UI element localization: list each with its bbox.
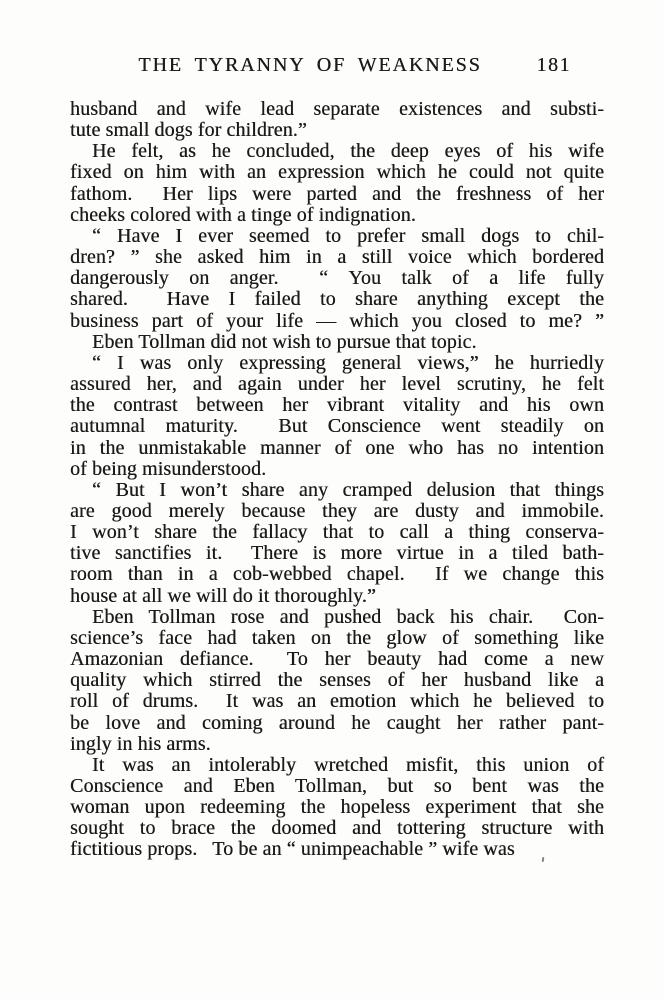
text-line: assured her, and again under her level scrutiny, he felt xyxy=(70,373,604,396)
paragraph xyxy=(70,480,604,607)
text-line: It was an intolerably wretched misfit, this union of xyxy=(92,753,604,776)
text-line: “ But I won’t share any cramped delusion that things xyxy=(92,478,604,501)
paragraph xyxy=(70,607,604,755)
text-block xyxy=(70,99,604,861)
page-title: THE TYRANNY OF WEAKNESS xyxy=(138,54,482,76)
text-line: quality which stirred the senses of her husband like a xyxy=(70,669,604,692)
paragraph xyxy=(70,332,604,353)
text-line: dren? ” she asked him in a still voice which bordered xyxy=(70,246,604,269)
paragraph xyxy=(70,99,604,141)
text-line: shared. Have I failed to share anything except the xyxy=(70,288,604,311)
text-line: tive sanctifies it. There is more virtue in a tiled bath- xyxy=(70,542,604,565)
text-line: woman upon redeeming the hopeless experiment that she xyxy=(70,796,604,819)
paragraph xyxy=(70,141,604,226)
text-line: husband and wife lead separate existences and substi- xyxy=(70,98,604,120)
text-line: fictitious props. To be an “ unimpeachable ” wife was xyxy=(70,838,515,861)
text-line: autumnal maturity. But Conscience went steadily on xyxy=(70,415,604,438)
paragraph xyxy=(70,226,604,332)
running-header xyxy=(70,54,604,78)
text-line: of being misunderstood. xyxy=(70,457,267,480)
scan-speck-artifact xyxy=(542,857,545,862)
text-line: sought to brace the doomed and tottering structure with xyxy=(70,817,604,840)
text-line: room than in a cob-webbed chapel. If we change this xyxy=(70,563,604,586)
text-line: “ Have I ever seemed to prefer small dogs to chil- xyxy=(92,224,604,247)
text-line: Conscience and Eben Tollman, but so bent was the xyxy=(70,775,604,797)
text-line: “ I was only expressing general views,” he hurriedly xyxy=(92,351,604,374)
text-line: house at all we will do it thoroughly.” xyxy=(70,584,376,607)
text-line: ingly in his arms. xyxy=(70,732,211,755)
text-line: tute small dogs for children.” xyxy=(70,119,307,142)
text-line: are good merely because they are dusty and immobile. xyxy=(70,499,604,522)
text-line: in the unmistakable manner of one who has no intention xyxy=(70,436,604,459)
paragraph xyxy=(70,755,604,861)
text-line: roll of drums. It was an emotion which he believed to xyxy=(70,690,604,713)
text-line: dangerously on anger. “ You talk of a life fully xyxy=(70,267,604,290)
text-line: Eben Tollman did not wish to pursue that topic. xyxy=(92,330,477,353)
text-line: fixed on him with an expression which he could not quite xyxy=(70,161,604,184)
text-line: Amazonian defiance. To her beauty had come a new xyxy=(70,648,604,671)
page-number: 181 xyxy=(536,54,571,76)
text-line: I won’t share the fallacy that to call a thing conserva- xyxy=(70,521,604,544)
text-line: science’s face had taken on the glow of something like xyxy=(70,626,604,649)
text-line: the contrast between her vibrant vitality and his own xyxy=(70,394,604,417)
text-line: cheeks colored with a tinge of indignation. xyxy=(70,203,416,226)
text-line: be love and coming around he caught her rather pant- xyxy=(70,711,604,734)
text-line: Eben Tollman rose and pushed back his chair. Con- xyxy=(92,605,604,628)
text-line: fathom. Her lips were parted and the freshness of her xyxy=(70,182,604,205)
text-line: business part of your life — which you closed to me? ” xyxy=(70,309,604,332)
paragraph xyxy=(70,353,604,480)
text-line: He felt, as he concluded, the deep eyes of his wife xyxy=(92,140,604,163)
